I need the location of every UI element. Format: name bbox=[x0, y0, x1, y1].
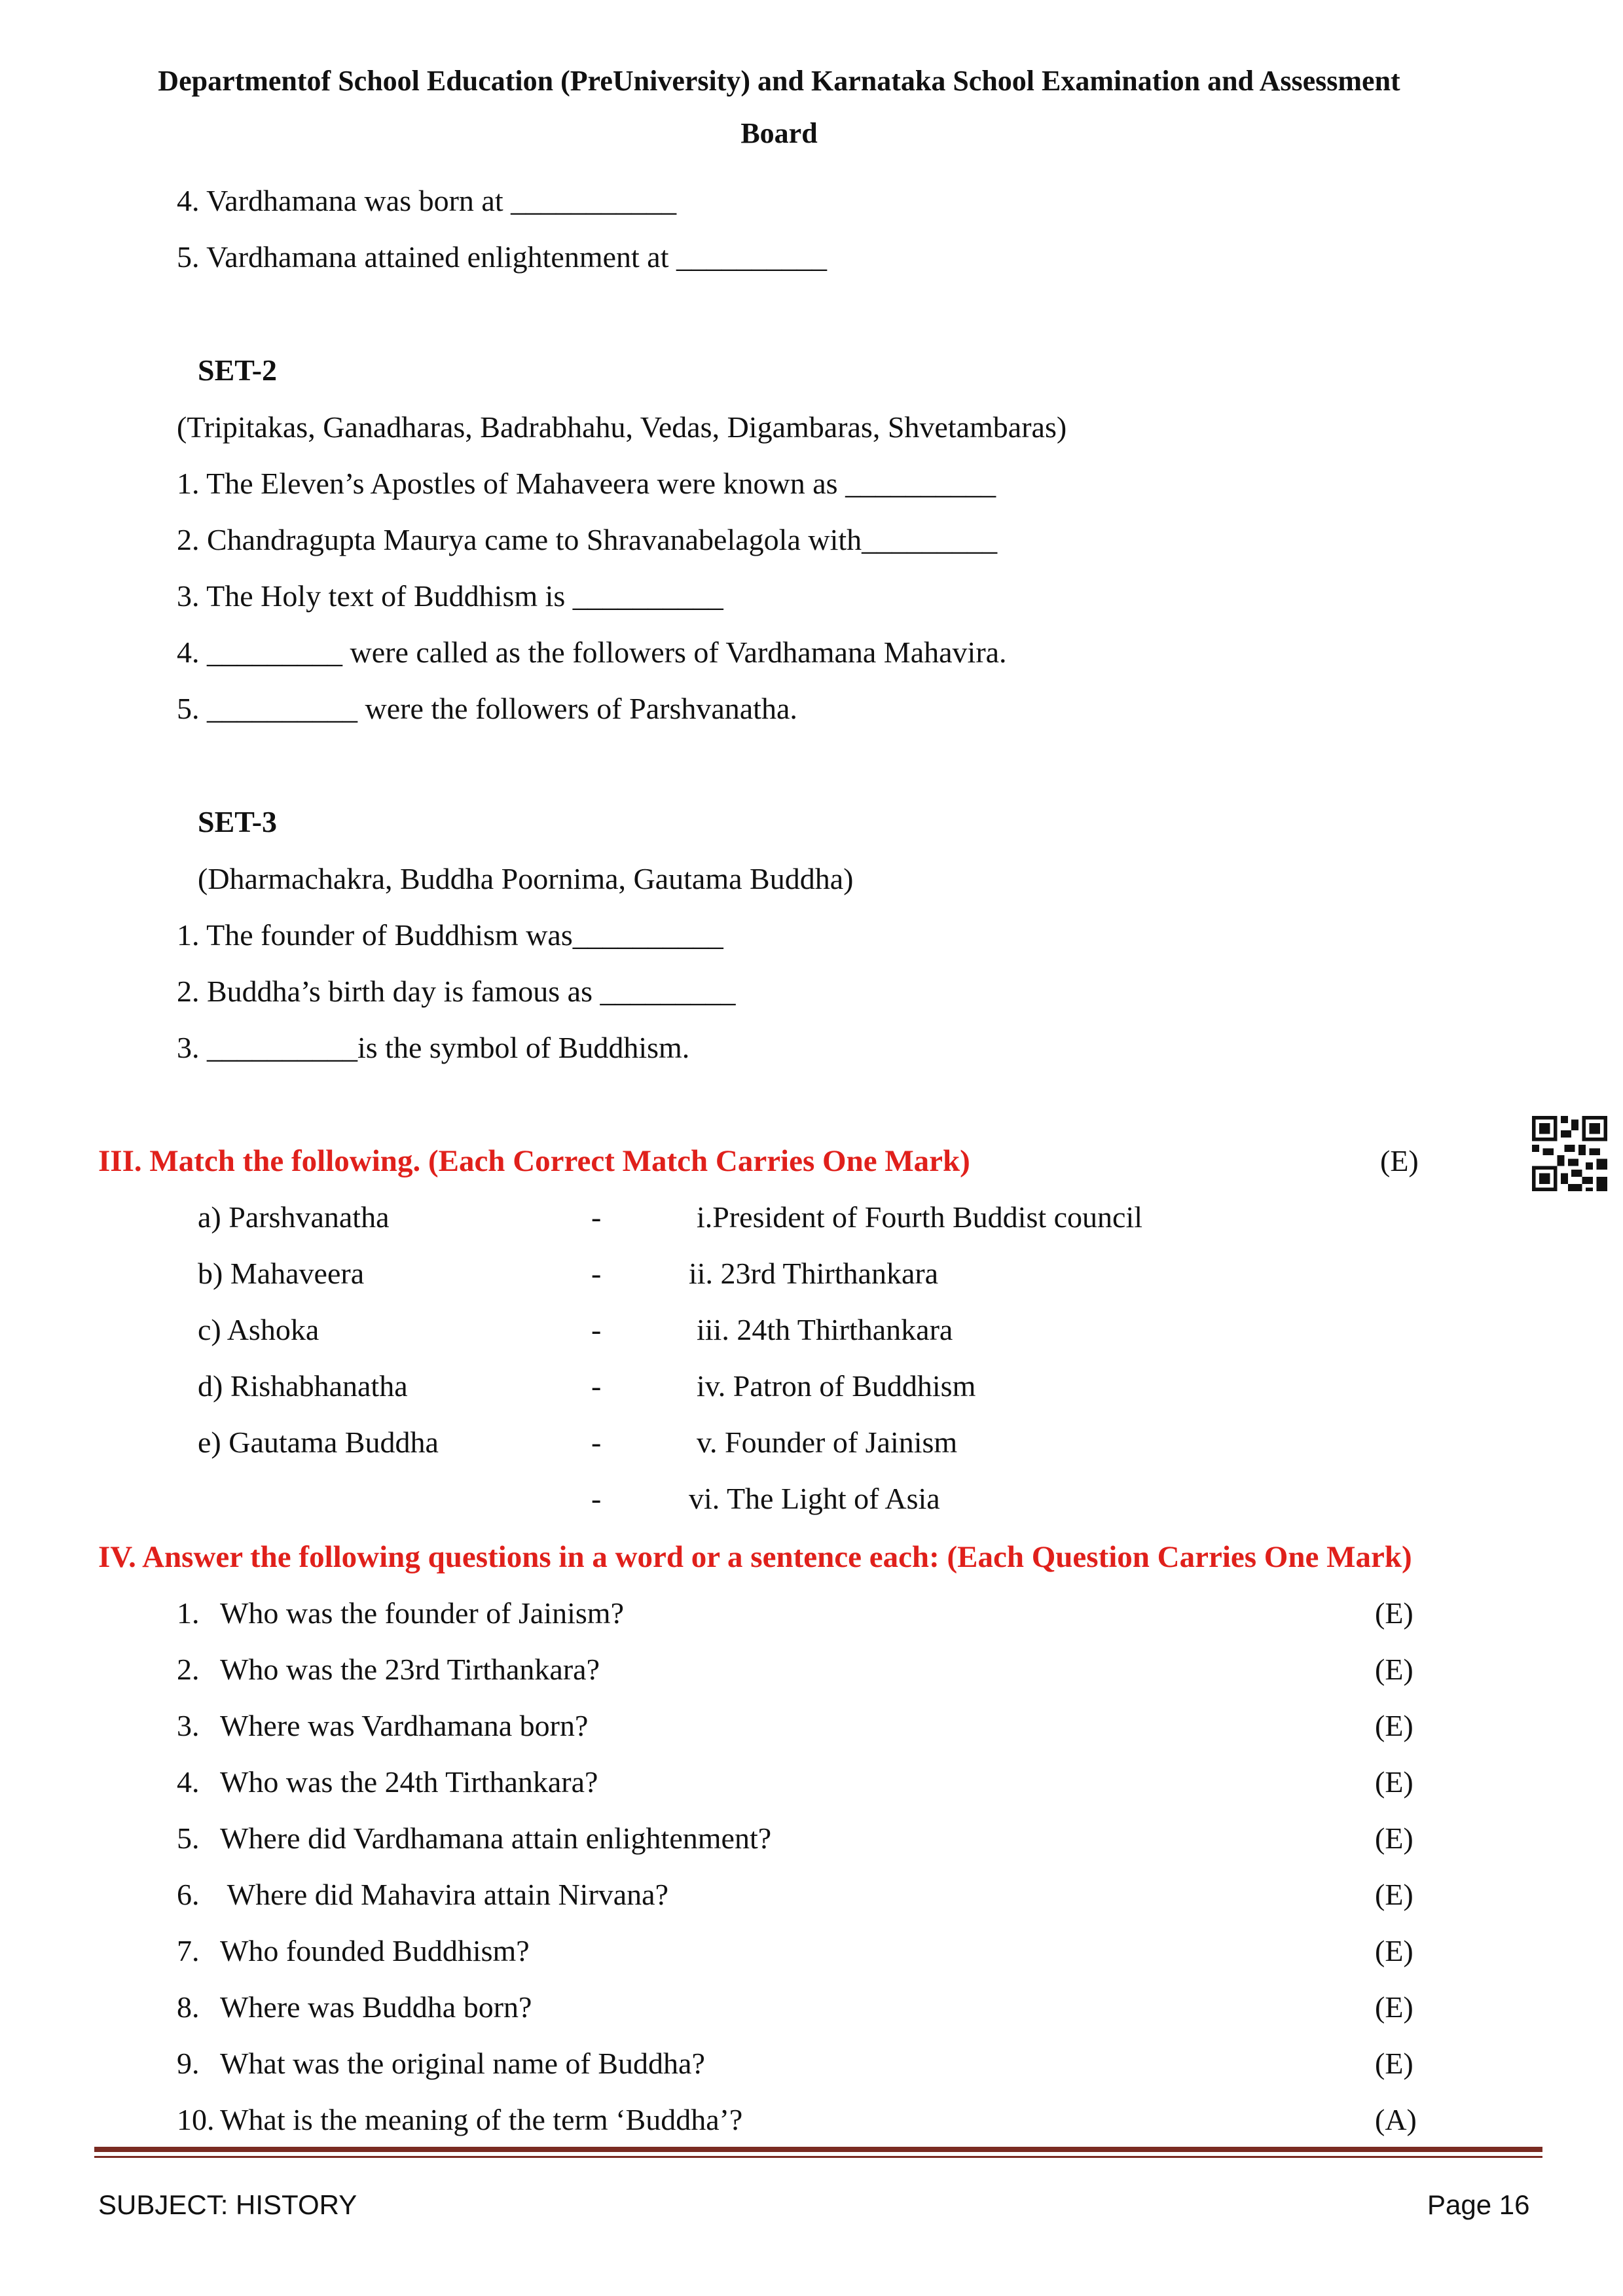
match-dash: - bbox=[591, 1200, 602, 1234]
set3-question: 2. Buddha’s birth day is famous as _________ bbox=[177, 975, 736, 1008]
set2-options: (Tripitakas, Ganadharas, Badrabhahu, Vedas, Digambaras, Shvetambaras) bbox=[177, 410, 1067, 444]
footer-page-number: Page 16 bbox=[1427, 2189, 1530, 2220]
footer-rule bbox=[94, 2147, 1542, 2152]
question-text: Who was the 23rd Tirthankara? bbox=[220, 1653, 600, 1686]
footer-subject: SUBJECT: HISTORY bbox=[98, 2189, 357, 2220]
set3-question: 3. __________is the symbol of Buddhism. bbox=[177, 1031, 690, 1064]
question-mark: (E) bbox=[1375, 1990, 1413, 2024]
set2-question: 4. _________ were called as the followers of Vardhamana Mahavira. bbox=[177, 636, 1007, 669]
match-dash: - bbox=[591, 1257, 602, 1290]
question-number: 7. bbox=[177, 1934, 200, 1967]
match-right-item: vi. The Light of Asia bbox=[689, 1482, 940, 1515]
match-dash: - bbox=[591, 1482, 602, 1515]
match-right-item: v. Founder of Jainism bbox=[697, 1426, 958, 1459]
set3-options: (Dharmachakra, Buddha Poornima, Gautama Buddha) bbox=[198, 862, 854, 895]
match-right-item: iv. Patron of Buddhism bbox=[697, 1369, 976, 1403]
match-right-item: iii. 24th Thirthankara bbox=[697, 1313, 953, 1346]
match-left-item: e) Gautama Buddha bbox=[198, 1426, 439, 1459]
question-number: 3. bbox=[177, 1709, 200, 1742]
set2-question: 5. __________ were the followers of Parshvanatha. bbox=[177, 692, 797, 725]
set2-question: 3. The Holy text of Buddhism is __________ bbox=[177, 579, 723, 613]
question-mark: (E) bbox=[1375, 1765, 1413, 1799]
question-mark: (E) bbox=[1375, 1934, 1413, 1967]
match-dash: - bbox=[591, 1313, 602, 1346]
question-text: Who founded Buddhism? bbox=[220, 1934, 530, 1967]
question-mark: (E) bbox=[1375, 1596, 1413, 1630]
set2-question: 2. Chandragupta Maurya came to Shravanabelagola with_________ bbox=[177, 523, 998, 556]
set3-question: 1. The founder of Buddhism was__________ bbox=[177, 918, 723, 952]
match-left-item: c) Ashoka bbox=[198, 1313, 319, 1346]
question-mark: (E) bbox=[1375, 1821, 1413, 1855]
match-left-item: b) Mahaveera bbox=[198, 1257, 365, 1290]
question-number: 4. bbox=[177, 1765, 200, 1799]
question-number: 10. bbox=[177, 2103, 215, 2136]
question-number: 2. bbox=[177, 1653, 200, 1686]
section-4-heading: IV. Answer the following questions in a word or a sentence each: (Each Question Carries One Mark) bbox=[98, 1540, 1412, 1574]
question-number: 8. bbox=[177, 1990, 200, 2024]
question-number: 6. bbox=[177, 1878, 200, 1911]
question-text: Where was Vardhamana born? bbox=[220, 1709, 589, 1742]
match-left-item: d) Rishabhanatha bbox=[198, 1369, 408, 1403]
header-line-2: Board bbox=[740, 117, 818, 149]
footer-rule-thin bbox=[94, 2156, 1542, 2158]
question-text: What was the original name of Buddha? bbox=[220, 2047, 705, 2080]
question-text: Who was the founder of Jainism? bbox=[220, 1596, 625, 1630]
header-line-1: Departmentof School Education (PreUniversity) and Karnataka School Examination and Assessment bbox=[158, 65, 1400, 97]
qr-code-icon bbox=[1532, 1116, 1607, 1191]
match-dash: - bbox=[591, 1369, 602, 1403]
set3-title: SET-3 bbox=[198, 805, 278, 838]
question-text: Who was the 24th Tirthankara? bbox=[220, 1765, 598, 1799]
question-text: Where did Mahavira attain Nirvana? bbox=[220, 1878, 669, 1911]
question-mark: (E) bbox=[1375, 2047, 1413, 2080]
question-number: 1. bbox=[177, 1596, 200, 1630]
question-text: What is the meaning of the term ‘Buddha’? bbox=[220, 2103, 743, 2136]
question-text: Where did Vardhamana attain enlightenment? bbox=[220, 1821, 772, 1855]
set2-question: 1. The Eleven’s Apostles of Mahaveera were known as __________ bbox=[177, 467, 996, 500]
match-left-item: a) Parshvanatha bbox=[198, 1200, 390, 1234]
section-3-mark: (E) bbox=[1380, 1144, 1419, 1177]
question-text: Where was Buddha born? bbox=[220, 1990, 532, 2024]
match-right-item: ii. 23rd Thirthankara bbox=[689, 1257, 939, 1290]
section-3-heading: III. Match the following. (Each Correct Match Carries One Mark) bbox=[98, 1144, 970, 1178]
question-number: 9. bbox=[177, 2047, 200, 2080]
set2-title: SET-2 bbox=[198, 353, 278, 387]
question-mark: (E) bbox=[1375, 1878, 1413, 1911]
set1-question-4: 4. Vardhamana was born at ___________ bbox=[177, 184, 677, 217]
question-mark: (A) bbox=[1375, 2103, 1417, 2136]
match-right-item: i.President of Fourth Buddist council bbox=[697, 1200, 1143, 1234]
question-mark: (E) bbox=[1375, 1709, 1413, 1742]
match-dash: - bbox=[591, 1426, 602, 1459]
set1-question-5: 5. Vardhamana attained enlightenment at __________ bbox=[177, 240, 827, 274]
question-number: 5. bbox=[177, 1821, 200, 1855]
question-mark: (E) bbox=[1375, 1653, 1413, 1686]
